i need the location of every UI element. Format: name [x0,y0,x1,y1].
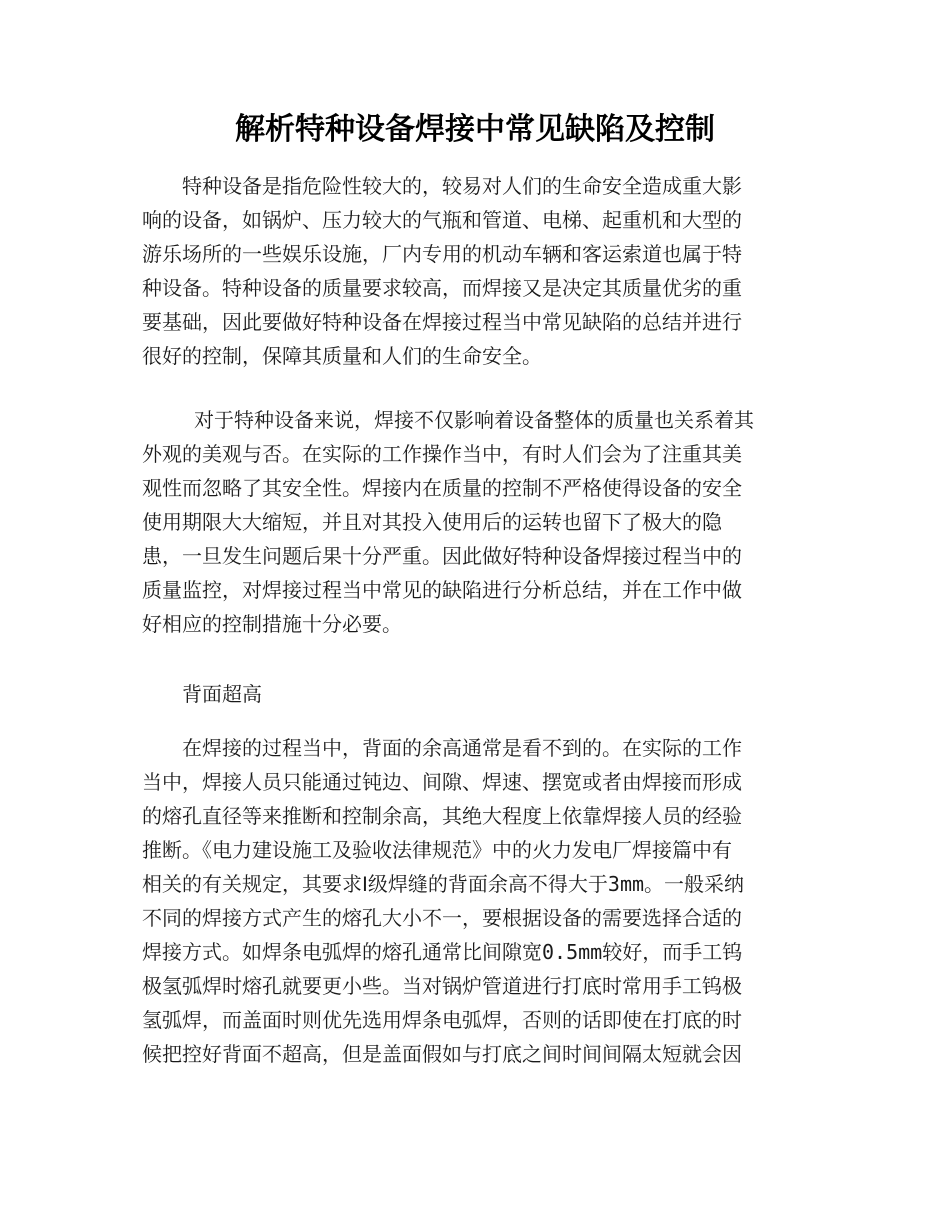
paragraph-line: 极氢弧焊时熔孔就要更小些。当对锅炉管道进行打底时常用手工钨极 [142,974,742,998]
section-heading: 背面超高 [142,682,262,706]
paragraph-line: 患，一旦发生问题后果十分严重。因此做好特种设备焊接过程当中的 [142,544,742,568]
paragraph-line: 候把控好背面不超高，但是盖面假如与打底之间时间间隔太短就会因 [142,1042,742,1066]
paragraph-line: 种设备。特种设备的质量要求较高，而焊接又是决定其质量优劣的重 [142,276,742,300]
paragraph-line: 使用期限大大缩短，并且对其投入使用后的运转也留下了极大的隐 [142,510,722,534]
paragraph-line: 特种设备是指危险性较大的，较易对人们的生命安全造成重大影 [142,174,742,198]
paragraph-line: 不同的焊接方式产生的熔孔大小不一，要根据设备的需要选择合适的 [142,906,742,930]
paragraph-line: 外观的美观与否。在实际的工作操作当中，有时人们会为了注重其美 [142,442,742,466]
paragraph-line: 在焊接的过程当中，背面的余高通常是看不到的。在实际的工作 [142,736,742,760]
paragraph-line: 对于特种设备来说，焊接不仅影响着设备整体的质量也关系着其 [142,408,755,432]
paragraph-line: 的熔孔直径等来推断和控制余高，其绝大程度上依靠焊接人员的经验 [142,804,742,828]
paragraph-line: 当中，焊接人员只能通过钝边、间隙、焊速、摆宽或者由焊接而形成 [142,770,742,794]
paragraph-line: 氢弧焊，而盖面时则优先选用焊条电弧焊，否则的话即使在打底的时 [142,1008,742,1032]
paragraph-line: 相关的有关规定，其要求Ⅰ级焊缝的背面余高不得大于3mm。一般采纳 [142,872,745,896]
paragraph-line: 质量监控，对焊接过程当中常见的缺陷进行分析总结，并在工作中做 [142,578,742,602]
paragraph-line: 好相应的控制措施十分必要。 [142,612,402,636]
document-title: 解析特种设备焊接中常见缺陷及控制 [235,112,715,147]
paragraph-line: 游乐场所的一些娱乐设施，厂内专用的机动车辆和客运索道也属于特 [142,242,742,266]
paragraph-line: 很好的控制，保障其质量和人们的生命安全。 [142,344,542,368]
paragraph-line: 要基础，因此要做好特种设备在焊接过程当中常见缺陷的总结并进行 [142,310,742,334]
paragraph-line: 响的设备，如锅炉、压力较大的气瓶和管道、电梯、起重机和大型的 [142,208,742,232]
paragraph-line: 推断。《电力建设施工及验收法律规范》中的火力发电厂焊接篇中有 [142,838,732,862]
paragraph-line: 焊接方式。如焊条电弧焊的熔孔通常比间隙宽0.5mm较好，而手工钨 [142,940,743,964]
paragraph-line: 观性而忽略了其安全性。焊接内在质量的控制不严格使得设备的安全 [142,476,742,500]
